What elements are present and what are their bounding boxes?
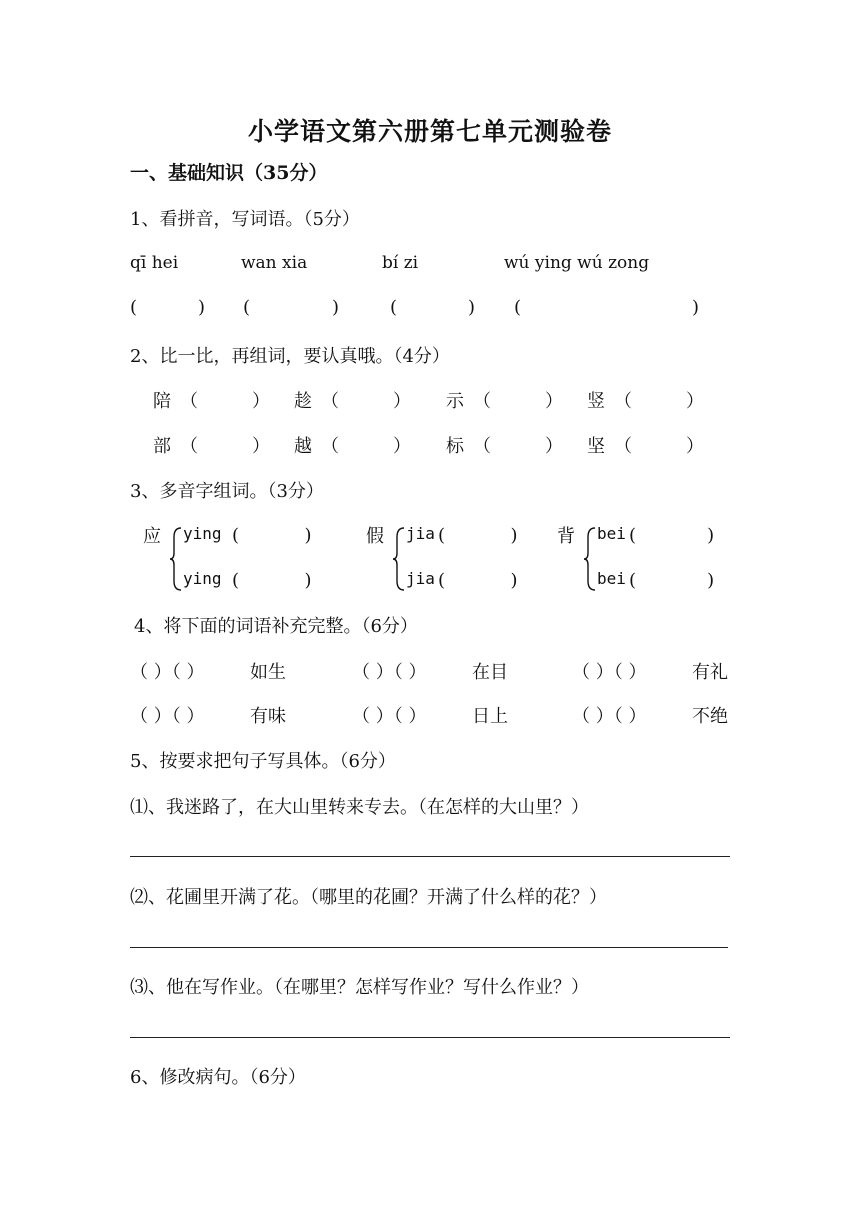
word-blank[interactable]: （ ）	[473, 436, 563, 457]
sentence-prompt-2: ⑵、花圃里开满了花。（哪里的花圃？开满了什么样的花？）	[130, 887, 607, 908]
compare-char: 趁	[294, 391, 312, 412]
idiom-part: 日上	[472, 706, 508, 727]
polyphone-char: 假	[366, 526, 384, 547]
compare-char: 部	[153, 436, 171, 457]
idiom-blanks[interactable]: （ ）（ ）	[572, 662, 647, 683]
polyphone-char: 背	[557, 526, 575, 547]
answer-blank-2[interactable]: (	[243, 297, 251, 318]
answer-line-1[interactable]	[130, 856, 730, 857]
pinyin-bottom: jia	[406, 569, 435, 588]
sentence-prompt-1: ⑴、我迷路了，在大山里转来专去。（在怎样的大山里？）	[130, 797, 589, 818]
idiom-part: 不绝	[692, 706, 728, 727]
brace-icon	[584, 527, 594, 591]
question-4-label: 4、将下面的词语补充完整。（6分）	[134, 616, 418, 637]
idiom-part: 有味	[250, 706, 286, 727]
answer-blank-4-close: )	[692, 297, 700, 318]
brace-icon	[170, 527, 180, 591]
pinyin-3: bí zi	[382, 253, 419, 273]
question-5-label: 5、按要求把句子写具体。（6分）	[130, 751, 396, 772]
word-blank[interactable]: ( )	[438, 570, 518, 591]
pinyin-bottom: ying	[183, 569, 222, 588]
answer-blank-1-close: )	[198, 297, 206, 318]
pinyin-top: ying	[183, 524, 222, 543]
compare-char: 示	[446, 391, 464, 412]
idiom-part: 如生	[250, 662, 286, 683]
question-3-label: 3、多音字组词。（3分）	[130, 481, 324, 502]
answer-line-3[interactable]	[130, 1037, 730, 1038]
answer-blank-2-close: )	[332, 297, 340, 318]
word-blank[interactable]: （ ）	[321, 391, 411, 412]
pinyin-1: qī hei	[130, 253, 179, 273]
pinyin-2: wan xia	[241, 253, 308, 273]
idiom-part: 有礼	[692, 662, 728, 683]
pinyin-bottom: bei	[597, 569, 626, 588]
compare-char: 标	[446, 436, 464, 457]
question-6-label: 6、修改病句。（6分）	[130, 1067, 306, 1088]
idiom-blanks[interactable]: （ ）（ ）	[130, 706, 205, 727]
brace-icon	[393, 527, 403, 591]
idiom-blanks[interactable]: （ ）（ ）	[352, 662, 427, 683]
idiom-part: 在目	[472, 662, 508, 683]
idiom-blanks[interactable]: （ ）（ ）	[352, 706, 427, 727]
word-blank[interactable]: （ ）	[180, 391, 270, 412]
section-heading: 一、基础知识（35分）	[130, 162, 328, 184]
compare-char: 越	[294, 436, 312, 457]
question-2-label: 2、比一比，再组词，要认真哦。（4分）	[130, 346, 450, 367]
word-blank[interactable]: ( )	[232, 570, 312, 591]
pinyin-4: wú ying wú zong	[504, 253, 650, 273]
polyphone-char: 应	[143, 526, 161, 547]
answer-blank-1[interactable]: (	[130, 297, 138, 318]
compare-char: 坚	[587, 436, 605, 457]
word-blank[interactable]: ( )	[629, 570, 715, 591]
question-1-label: 1、看拼音，写词语。（5分）	[130, 209, 360, 230]
word-blank[interactable]: （ ）	[321, 436, 411, 457]
word-blank[interactable]: （ ）	[614, 391, 704, 412]
word-blank[interactable]: ( )	[232, 525, 312, 546]
word-blank[interactable]: （ ）	[180, 436, 270, 457]
compare-char: 陪	[153, 391, 171, 412]
idiom-blanks[interactable]: （ ）（ ）	[572, 706, 647, 727]
word-blank[interactable]: （ ）	[614, 436, 704, 457]
word-blank[interactable]: ( )	[629, 525, 715, 546]
answer-blank-3[interactable]: (	[390, 297, 398, 318]
word-blank[interactable]: （ ）	[473, 391, 563, 412]
pinyin-top: jia	[406, 524, 435, 543]
word-blank[interactable]: ( )	[438, 525, 518, 546]
compare-char: 竖	[587, 391, 605, 412]
sentence-prompt-3: ⑶、他在写作业。（在哪里？怎样写作业？写什么作业？）	[130, 977, 589, 998]
page-title: 小学语文第六册第七单元测验卷	[247, 117, 612, 146]
idiom-blanks[interactable]: （ ）（ ）	[130, 662, 205, 683]
pinyin-top: bei	[597, 524, 626, 543]
answer-blank-4[interactable]: (	[514, 297, 522, 318]
answer-blank-3-close: )	[468, 297, 476, 318]
answer-line-2[interactable]	[130, 947, 728, 948]
